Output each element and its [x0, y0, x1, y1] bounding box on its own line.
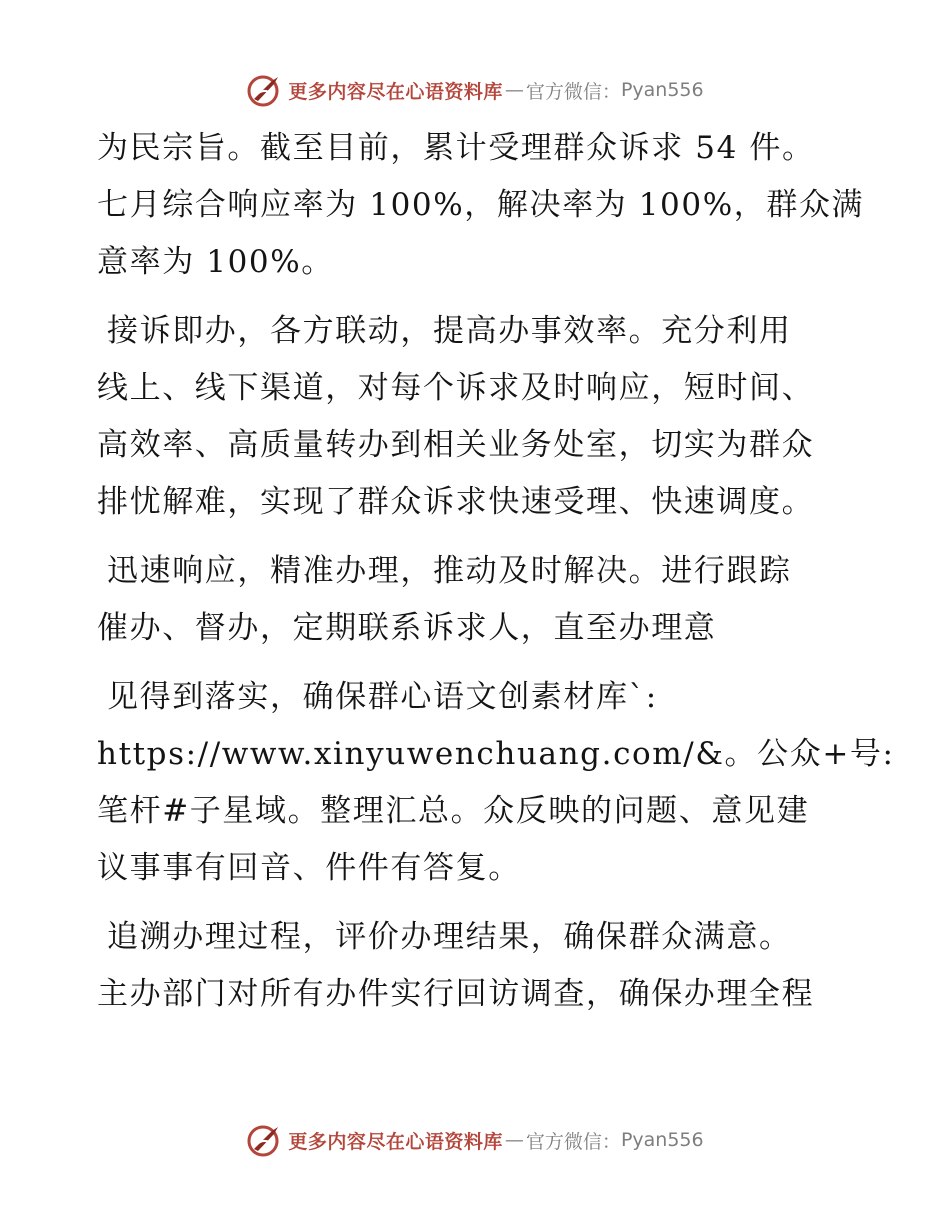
pen-logo-icon	[246, 73, 284, 107]
text-line: 高效率、高质量转办到相关业务处室，切实为群众	[97, 427, 815, 463]
text-line: 排忧解难，实现了群众诉求快速受理、快速调度。	[97, 484, 815, 520]
banner-wechat-id: Pyan556	[620, 79, 704, 101]
text-line: 线上、线下渠道，对每个诉求及时响应，短时间、	[97, 370, 815, 406]
text-line: 催办、督办，定期联系诉求人，直至办理意	[97, 610, 717, 646]
text-line: 追溯办理过程，评价办理结果，确保群众满意。	[107, 919, 792, 955]
banner-main-text: 更多内容尽在心语资料库	[288, 80, 503, 103]
banner-dash: —	[504, 79, 524, 101]
paragraph-4	[97, 669, 895, 897]
text-line: 为民宗旨。截至目前，累计受理群众诉求 54 件。	[97, 130, 815, 166]
text-line: 接诉即办，各方联动，提高办事效率。充分利用	[107, 313, 792, 349]
text-line: 见得到落实，确保群心语文创素材库`:	[107, 679, 658, 715]
header-banner	[0, 70, 950, 110]
text-line: 七月综合响应率为 100%，解决率为 100%，群众满	[97, 187, 865, 223]
text-line: 迅速响应，精准办理，推动及时解决。进行跟踪	[107, 553, 792, 589]
banner-official-label: 官方微信：	[525, 1130, 621, 1153]
paragraph-3	[97, 543, 857, 657]
paragraph-2	[97, 303, 857, 531]
footer-banner	[0, 1120, 950, 1160]
banner-main-text: 更多内容尽在心语资料库	[288, 1130, 503, 1153]
banner-dash: —	[504, 1129, 524, 1151]
document-body	[97, 120, 895, 1035]
text-line: 意率为 100%。	[97, 244, 334, 280]
text-line: 主办部门对所有办件实行回访调查，确保办理全程	[97, 976, 815, 1012]
banner-wechat-id: Pyan556	[620, 1129, 704, 1151]
paragraph-1	[97, 120, 865, 291]
text-line: 议事事有回音、件件有答复。	[97, 850, 521, 886]
banner-official-label: 官方微信：	[525, 80, 621, 103]
text-line: https://www.xinyuwenchuang.com/&。公众+号:	[97, 736, 895, 772]
text-line: 笔杆#子星域。整理汇总。众反映的问题、意见建	[97, 793, 810, 829]
pen-logo-icon	[246, 1123, 284, 1157]
paragraph-5	[97, 909, 857, 1023]
